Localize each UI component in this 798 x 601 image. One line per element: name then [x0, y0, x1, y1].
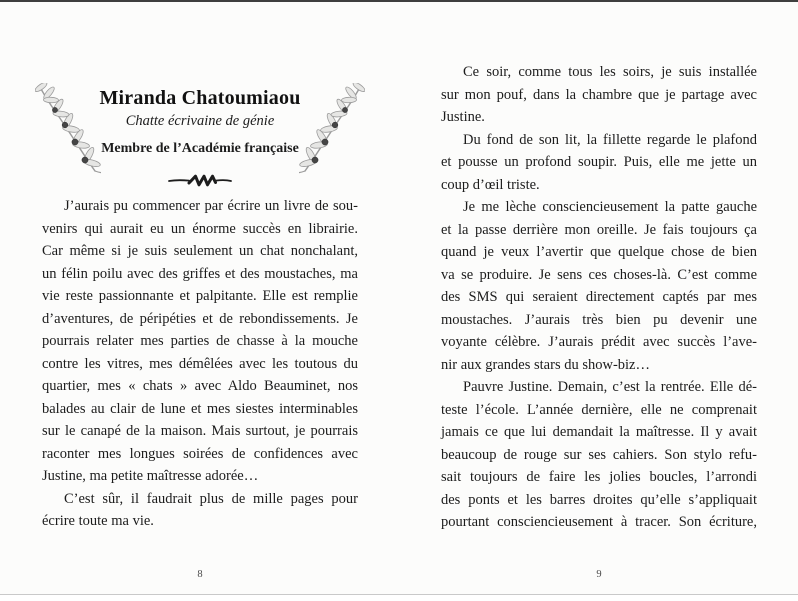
- text-line: Car même si je suis seulement un chat nonchalant,: [42, 243, 358, 259]
- page-left-body: [42, 195, 358, 533]
- text-line: quartier, mes « chats » avec Aldo Beauminet, nos: [42, 378, 358, 394]
- text-line: C’est sûr, il faudrait plus de mille pages pour: [64, 490, 358, 507]
- text-line: un félin poilu avec des griffes et des moustaches, ma: [42, 265, 358, 282]
- text-line: beaucoup de rouge sur ses cahiers. Son stylo refu-: [441, 446, 757, 463]
- text-line: balades au clair de lune et mes siestes interminables: [42, 400, 358, 417]
- text-line: sur le canapé de la maison. Mais surtout, je pourrais: [42, 423, 358, 439]
- text-line: écrire toute ma vie.: [42, 513, 154, 529]
- text-line: raconter mes longues soirées de confidences avec: [42, 445, 358, 462]
- text-line: contre les vitres, mes démêlées avec les toutous du: [42, 355, 358, 372]
- text-line: d’aventures, de péripéties et de rebondissements. Je: [42, 310, 358, 327]
- text-line: des SMS qui seraient directement captés par mes: [441, 289, 757, 305]
- chapter-author-affiliation: Membre de l’Académie française: [101, 141, 299, 156]
- text-line: Pauvre Justine. Demain, c’est la rentrée. Elle dé-: [463, 379, 757, 395]
- calligraphic-divider-icon: [167, 172, 233, 189]
- text-line: Justine, ma petite maîtresse adorée…: [42, 468, 259, 484]
- chapter-author-subtitle: Chatte écrivaine de génie: [125, 113, 275, 129]
- text-line: sait toujours de faire les jolies boucles, l’arrondi: [441, 469, 757, 485]
- text-line: vie reste passionnante et palpitante. Elle est remplie: [42, 288, 358, 304]
- text-line: coup d’œil triste.: [441, 176, 540, 193]
- text-line: venirs qui aurait eu un énorme succès en librairie.: [42, 220, 358, 237]
- text-line: quand je veux l’avertir que quelque chose de bien: [441, 244, 757, 260]
- chapter-author-title: Miranda Chatoumiaou: [99, 87, 301, 110]
- text-line: Du fond de son lit, la fillette regarde le plafond: [463, 131, 757, 148]
- text-line: Ce soir, comme tous les soirs, je suis installée: [463, 64, 757, 80]
- text-line: Je me lèche consciencieusement la patte gauche: [463, 199, 757, 215]
- page-right-body: [441, 61, 757, 534]
- text-line: Justine.: [441, 109, 485, 125]
- text-line: J’aurais pu commencer par écrire un livre de sou-: [64, 198, 358, 214]
- text-line: teste l’école. L’année dernière, elle ne comprenait: [441, 401, 757, 418]
- below-edge-strip: [0, 595, 798, 601]
- page-left: [42, 0, 358, 601]
- text-line: voyante célèbre. J’aurais prédit avec succès l’ave-: [441, 334, 757, 350]
- text-line: nir aux grandes stars du show-biz…: [441, 356, 650, 373]
- text-line: va se produire. Je sens ces choses-là. C’est comme: [441, 266, 757, 283]
- text-line: moustaches. J’aurais très bien pu devenir une: [441, 311, 757, 328]
- page-right: [441, 0, 757, 601]
- text-line: des ponts et les barres droites qu’elle s’appliquait: [441, 491, 757, 508]
- text-line: pourtant consciencieusement à tracer. Son écriture,: [441, 514, 757, 530]
- text-line: jamais ce que lui demandait la maîtresse. Il y avait: [441, 424, 757, 440]
- text-line: sur mon pouf, dans la chambre que je partage avec: [441, 86, 757, 103]
- text-line: pourrais relater mes parties de chasse à la mouche: [42, 333, 358, 349]
- text-line: et pousse un profond soupir. Puis, elle me jette un: [441, 154, 757, 170]
- page-number-left: 8: [197, 569, 203, 580]
- page-number-right: 9: [596, 569, 602, 580]
- text-line: et la passe derrière mon oreille. Je fais toujours ça: [441, 221, 757, 238]
